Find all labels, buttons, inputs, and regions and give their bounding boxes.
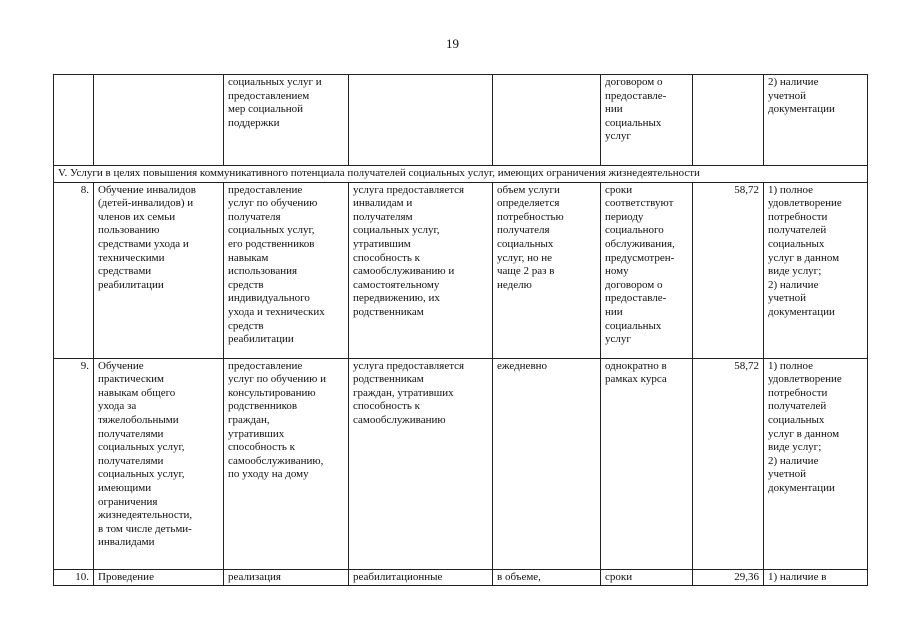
cell-service-name: Проведение: [94, 569, 224, 586]
cell-service-content: предоставление услуг по обучению и консультированию родственников граждан, утративших способность к самообслуживанию, по уходу на дому: [224, 358, 349, 569]
cell-criteria: 2) наличие учетной документации: [764, 75, 868, 166]
cell-conditions: реабилитационные: [349, 569, 493, 586]
cell-terms: договором о предоставле- нии социальных услуг: [601, 75, 693, 166]
cell-conditions: услуга предоставляется родственникам граждан, утративших способность к самообслуживанию: [349, 358, 493, 569]
cell-price: [693, 75, 764, 166]
cell-criteria: 1) полное удовлетворение потребности получателей социальных услуг в данном виде услуг; 2) наличие учетной документации: [764, 182, 868, 358]
cell-price: 29,36: [693, 569, 764, 586]
cell-price: 58,72: [693, 182, 764, 358]
table-row: [54, 182, 868, 358]
cell-price: 58,72: [693, 358, 764, 569]
cell-volume: в объеме,: [493, 569, 601, 586]
cell-volume: объем услуги определяется потребностью получателя социальных услуг, но не чаще 2 раз в неделю: [493, 182, 601, 358]
table-row: [54, 569, 868, 586]
cell-num: 9.: [54, 358, 94, 569]
table-row: [54, 75, 868, 166]
table-row: [54, 358, 868, 569]
cell-service-content: социальных услуг и предоставлением мер социальной поддержки: [224, 75, 349, 166]
cell-criteria: 1) полное удовлетворение потребности получателей социальных услуг в данном виде услуг; 2) наличие учетной документации: [764, 358, 868, 569]
section-heading-row: [54, 166, 868, 183]
cell-terms: сроки соответствуют периоду социального обслуживания, предусмотрен- ному договором о предоставле- нии социальных услуг: [601, 182, 693, 358]
services-table: [53, 74, 868, 586]
cell-num: 8.: [54, 182, 94, 358]
cell-criteria: 1) наличие в: [764, 569, 868, 586]
cell-num: 10.: [54, 569, 94, 586]
cell-volume: ежедневно: [493, 358, 601, 569]
section-heading: V. Услуги в целях повышения коммуникативного потенциала получателей социальных услуг, имеющих ограничения жизнедеятельности: [54, 166, 868, 183]
cell-num: [54, 75, 94, 166]
cell-service-name: Обучение инвалидов (детей-инвалидов) и членов их семьи пользованию средствами ухода и техническими средствами реабилитации: [94, 182, 224, 358]
cell-service-name: [94, 75, 224, 166]
cell-terms: однократно в рамках курса: [601, 358, 693, 569]
cell-service-content: предоставление услуг по обучению получателя социальных услуг, его родственников навыкам использования средств индивидуального ухода и технических средств реабилитации: [224, 182, 349, 358]
cell-volume: [493, 75, 601, 166]
cell-conditions: [349, 75, 493, 166]
page-number: 19: [446, 36, 459, 51]
cell-conditions: услуга предоставляется инвалидам и получателям социальных услуг, утратившим способность к самообслуживанию и самостоятельному передвижению, их родственникам: [349, 182, 493, 358]
cell-terms: сроки: [601, 569, 693, 586]
cell-service-name: Обучение практическим навыкам общего ухода за тяжелобольными получателями социальных услуг, получателями социальных услуг, имеющими ограничения жизнедеятельности, в том числе детьми- инвалидами: [94, 358, 224, 569]
cell-service-content: реализация: [224, 569, 349, 586]
